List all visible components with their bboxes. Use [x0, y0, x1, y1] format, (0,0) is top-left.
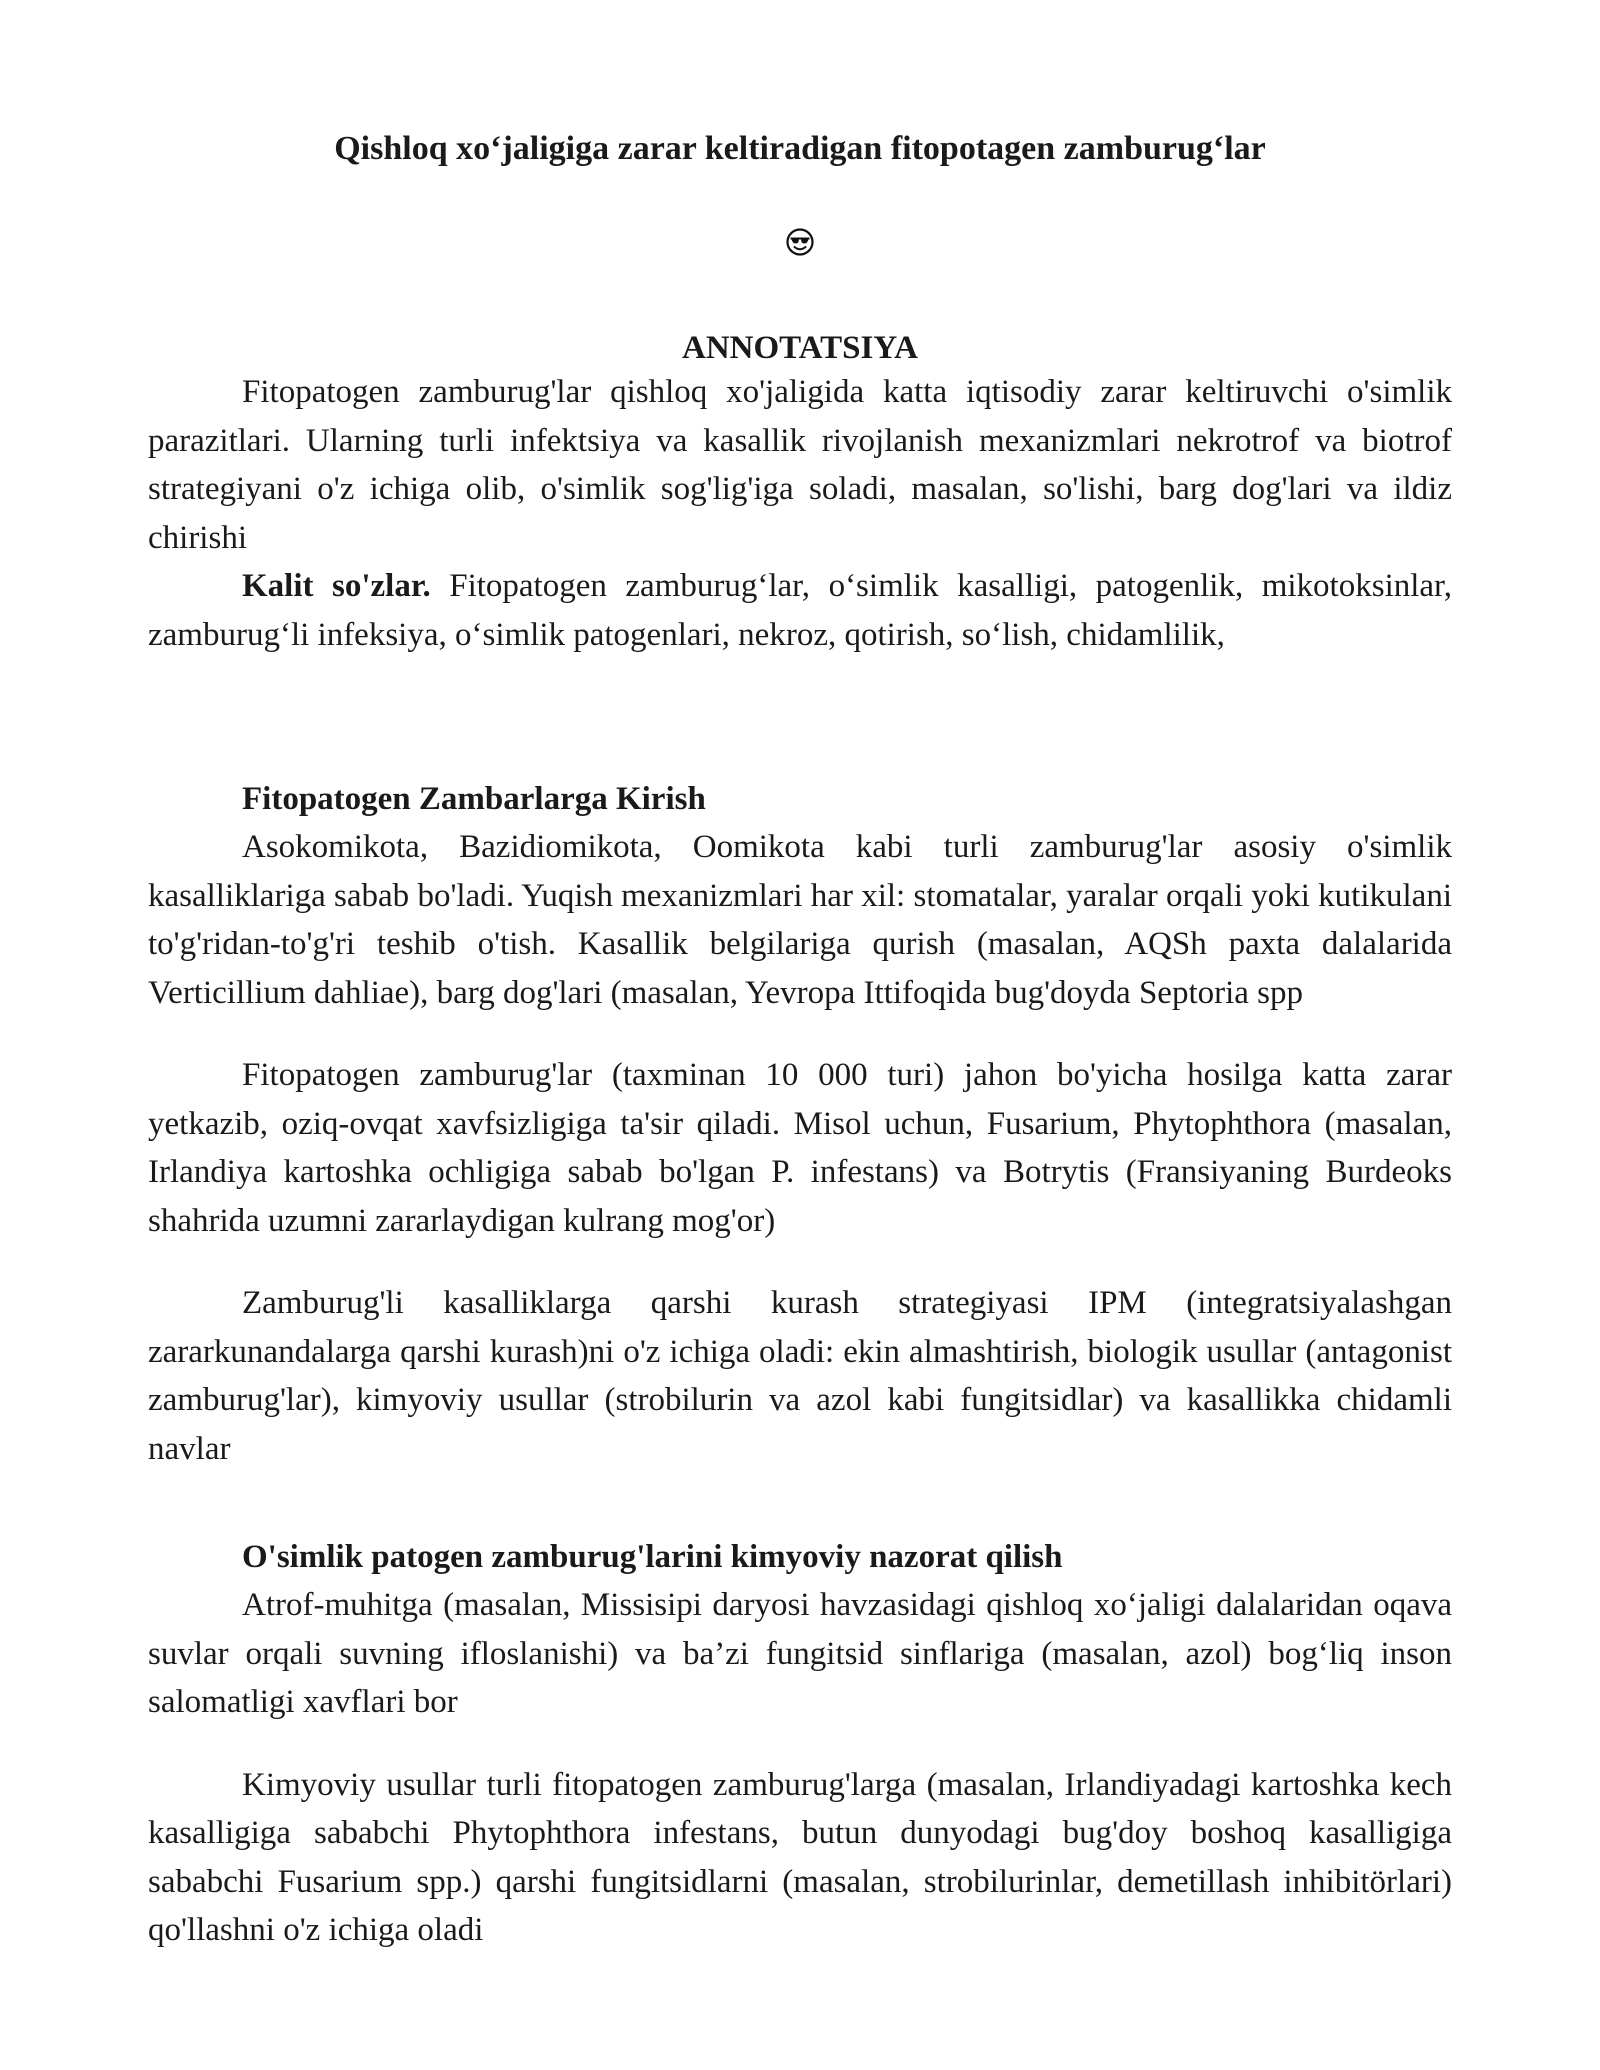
section1-paragraph-3: Zamburug'li kasalliklarga qarshi kurash strategiyasi IPM (integratsiyalashgan zararkunandalarga qarshi kurash)ni o'z ichiga oladi: ekin almashtirish, biologik usullar (antagonist zamburug'lar), kimyoviy usullar (strobilurin va azol kabi fungitsidlar) va kasallikka chidamli navlar [148, 1285, 1452, 1467]
document-title: Qishloq xo‘jaligiga zarar keltiradigan fitopotagen zamburug‘lar [334, 130, 1266, 167]
section2-paragraph-2: Kimyoviy usullar turli fitopatogen zamburug'larga (masalan, Irlandiyadagi kartoshka kech kasalligiga sababchi Phytophthora infestans, butun dunyodagi bug'doy boshoq kasalligiga sababchi Fusarium spp.) qarshi fungitsidlarni (masalan, strobilurinlar, demetillash inhibitörlari) qo'llashni o'z ichiga oladi [148, 1766, 1452, 1948]
section2-paragraph-1: Atrof-muhitga (masalan, Missisipi daryosi havzasidagi qishloq xo‘jaligi dalalaridan oqava suvlar orqali suvning ifloslanishi) va ba’zi fungitsid sinflariga (masalan, azol) bog‘liq inson salomatligi xavflari bor [148, 1587, 1452, 1720]
keywords-paragraph [148, 562, 1452, 659]
section-heading-introduction: Fitopatogen Zambarlarga Kirish [242, 781, 706, 817]
smiling-face-with-sunglasses-icon [785, 227, 815, 257]
emoji-line [148, 222, 1452, 262]
section1-paragraph-1: Asokomikota, Bazidiomikota, Oomikota kabi turli zamburug'lar asosiy o'simlik kasalliklariga sabab bo'ladi. Yuqish mexanizmlari har xil: stomatalar, yaralar orqali yoki kutikulani to'g'ridan-to'g'ri teshib o'tish. Kasallik belgilariga qurish (masalan, AQSh paxta dalalarida Verticillium dahliae), barg dog'lari (masalan, Yevropa Ittifoqida bug'doyda Septoria spp [148, 829, 1452, 1011]
section-heading-chemical-control: O'simlik patogen zamburug'larini kimyoviy nazorat qilish [242, 1539, 1063, 1575]
annotation-heading: ANNOTATSIYA [682, 330, 918, 366]
keywords-text: Fitopatogen zamburug‘lar, o‘simlik kasalligi, patogenlik, mikotoksinlar, zamburug‘li infeksiya, o‘simlik patogenlari, nekroz, qotirish, so‘lish, chidamlilik, [148, 568, 1452, 653]
document-page [148, 128, 1452, 1955]
annotation-paragraph: Fitopatogen zamburug'lar qishloq xo'jaligida katta iqtisodiy zarar keltiruvchi o'simlik parazitlari. Ularning turli infektsiya va kasallik rivojlanish mexanizmlari nekrotrof va biotrof strategiyani o'z ichiga olib, o'simlik sog'lig'iga soladi, masalan, so'lishi, barg dog'lari va ildiz chirishi [148, 374, 1452, 556]
keywords-label: Kalit so'zlar. [242, 568, 431, 604]
section1-paragraph-2: Fitopatogen zamburug'lar (taxminan 10 000 turi) jahon bo'yicha hosilga katta zarar yetkazib, oziq-ovqat xavfsizligiga ta'sir qiladi. Misol uchun, Fusarium, Phytophthora (masalan, Irlandiya kartoshka ochligiga sabab bo'lgan P. infestans) va Botrytis (Fransiyaning Burdeoks shahrida uzumni zararlaydigan kulrang mog'or) [148, 1057, 1452, 1239]
